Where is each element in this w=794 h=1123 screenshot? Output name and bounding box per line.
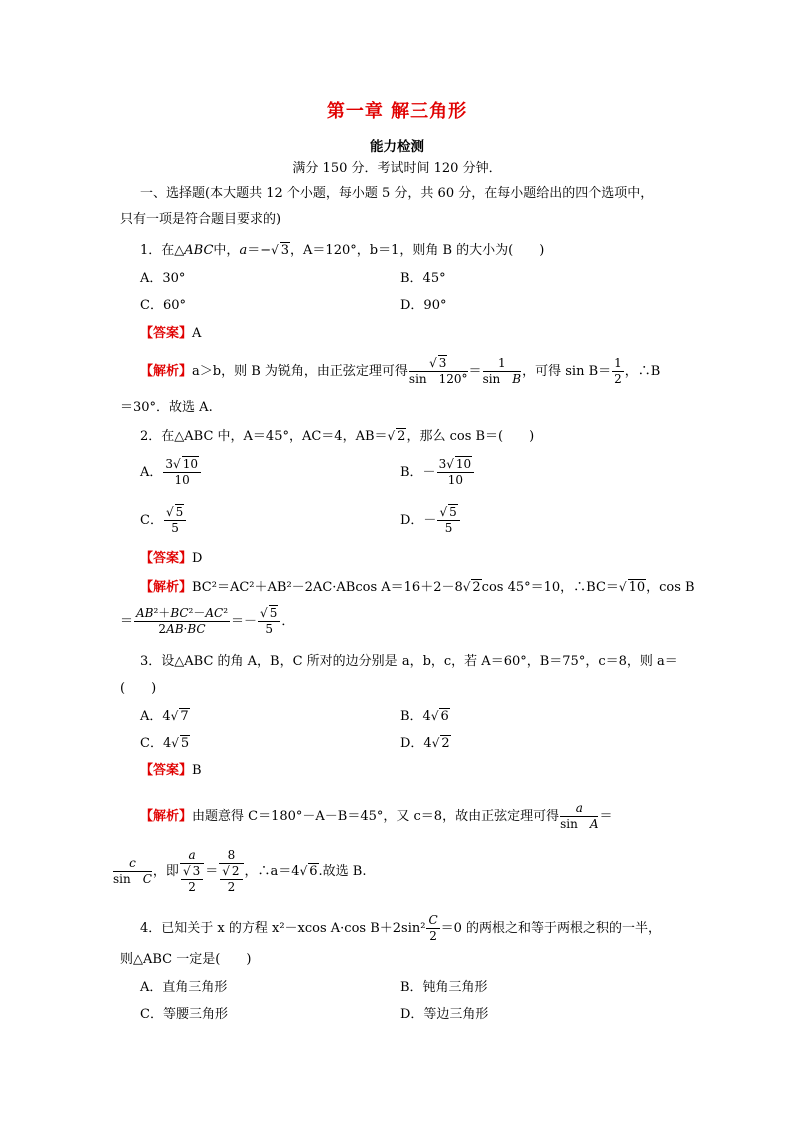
answer-tag: 【答案】 [140,326,193,341]
q2-answer: 【答案】D [140,551,203,566]
q3-option-b: B．4√ 6 [400,709,449,724]
q3-option-a: A．4√ 7 [140,709,189,724]
question-3-stem-2: ( ) [120,681,157,696]
q3-option-d: D．4√ 2 [400,736,450,751]
q4-option-b: B．钝角三角形 [400,980,488,995]
q3-analysis-line2: $\frac{c}{\text{sin C}}$ ，即 $\frac{a}{\frac{√ 3}{2}}$ ＝ $\frac{8}{\frac{√ 2}{2}}$ ，∴a＝4√ 6.故选 B. [113,848,367,894]
q1-option-d: D．90° [400,298,447,313]
q2-option-d: D．－ $\frac{√ 5}{5}$ [400,505,461,536]
section-instruction-1: 一、选择题(本大题共 12 个小题，每小题 5 分，共 60 分，在每小题给出的四个选项中， [140,186,654,201]
question-4-stem-2: 则△ABC 一定是( ) [120,952,252,967]
q2-analysis-line2: ＝ $\frac{\text{AB²＋BC²－AC²}}{2AB\cdot BC}$ ＝－ $\frac{√ 5}{5}$ ． [120,606,295,636]
exam-info: 满分 150 分．考试时间 120 分钟． [292,161,502,176]
q3-option-c: C．4√ 5 [140,736,190,751]
q1-analysis: 【解析】a＞b，则 B 为锐角，由正弦定理可得 $\frac{√ 3}{\sin 120^\circ}$ ＝ $\frac{1}{\text{sin B}}$ ，可得 sin B＝ $\frac{1}{2}$ ，∴B [140,356,661,386]
q2-option-b: B．－ $\frac{3√ 10}{10}$ [400,457,475,488]
q1-option-b: B．45° [400,271,446,286]
question-2-stem: 2．在△ABC 中，A＝45°，AC＝4，AB＝√ 2，那么 cos B＝( ) [140,429,535,444]
question-4-stem-1: 4．已知关于 x 的方程 x²－xcos A·cos B＋2sin² $\frac{C}{2}$ ＝0 的两根之和等于两根之积的一半， [140,913,662,943]
q4-option-d: D．等边三角形 [400,1007,489,1022]
q1-answer: 【答案】A [140,326,202,341]
section-instruction-2: 只有一项是符合题目要求的) [120,212,282,227]
q2-option-a: A． $\frac{3√ 10}{10}$ [140,457,202,488]
q2-analysis: 【解析】BC²＝AC²＋AB²－2AC·ABcos A＝16＋2－8√ 2cos 45°＝10，∴BC＝√ 10，cos B [140,580,695,595]
q1-option-a: A．30° [140,271,186,286]
q4-option-a: A．直角三角形 [140,980,228,995]
q4-option-c: C．等腰三角形 [140,1007,228,1022]
q3-analysis: 【解析】由题意得 C＝180°－A－B＝45°，又 c＝8，故由正弦定理可得 $\frac{a}{\text{sin A}}$ ＝ [140,801,613,831]
chapter-title: 第一章 解三角形 [326,101,468,122]
question-3-stem-1: 3．设△ABC 的角 A，B，C 所对的边分别是 a，b，c，若 A＝60°，B＝75°，c＝8，则 a＝ [140,654,678,669]
analysis-tag: 【解析】 [140,364,193,379]
q1-option-c: C．60° [140,298,186,313]
section-subtitle: 能力检测 [370,139,424,155]
q3-answer: 【答案】B [140,763,202,778]
q2-option-c: C． $\frac{√ 5}{5}$ [140,505,187,536]
question-1-stem: 1．在△ABC中，a＝−√ 3，A＝120°，b＝1，则角 B 的大小为( ) [140,243,545,258]
q1-analysis-line2: ＝30°．故选 A. [120,400,213,415]
